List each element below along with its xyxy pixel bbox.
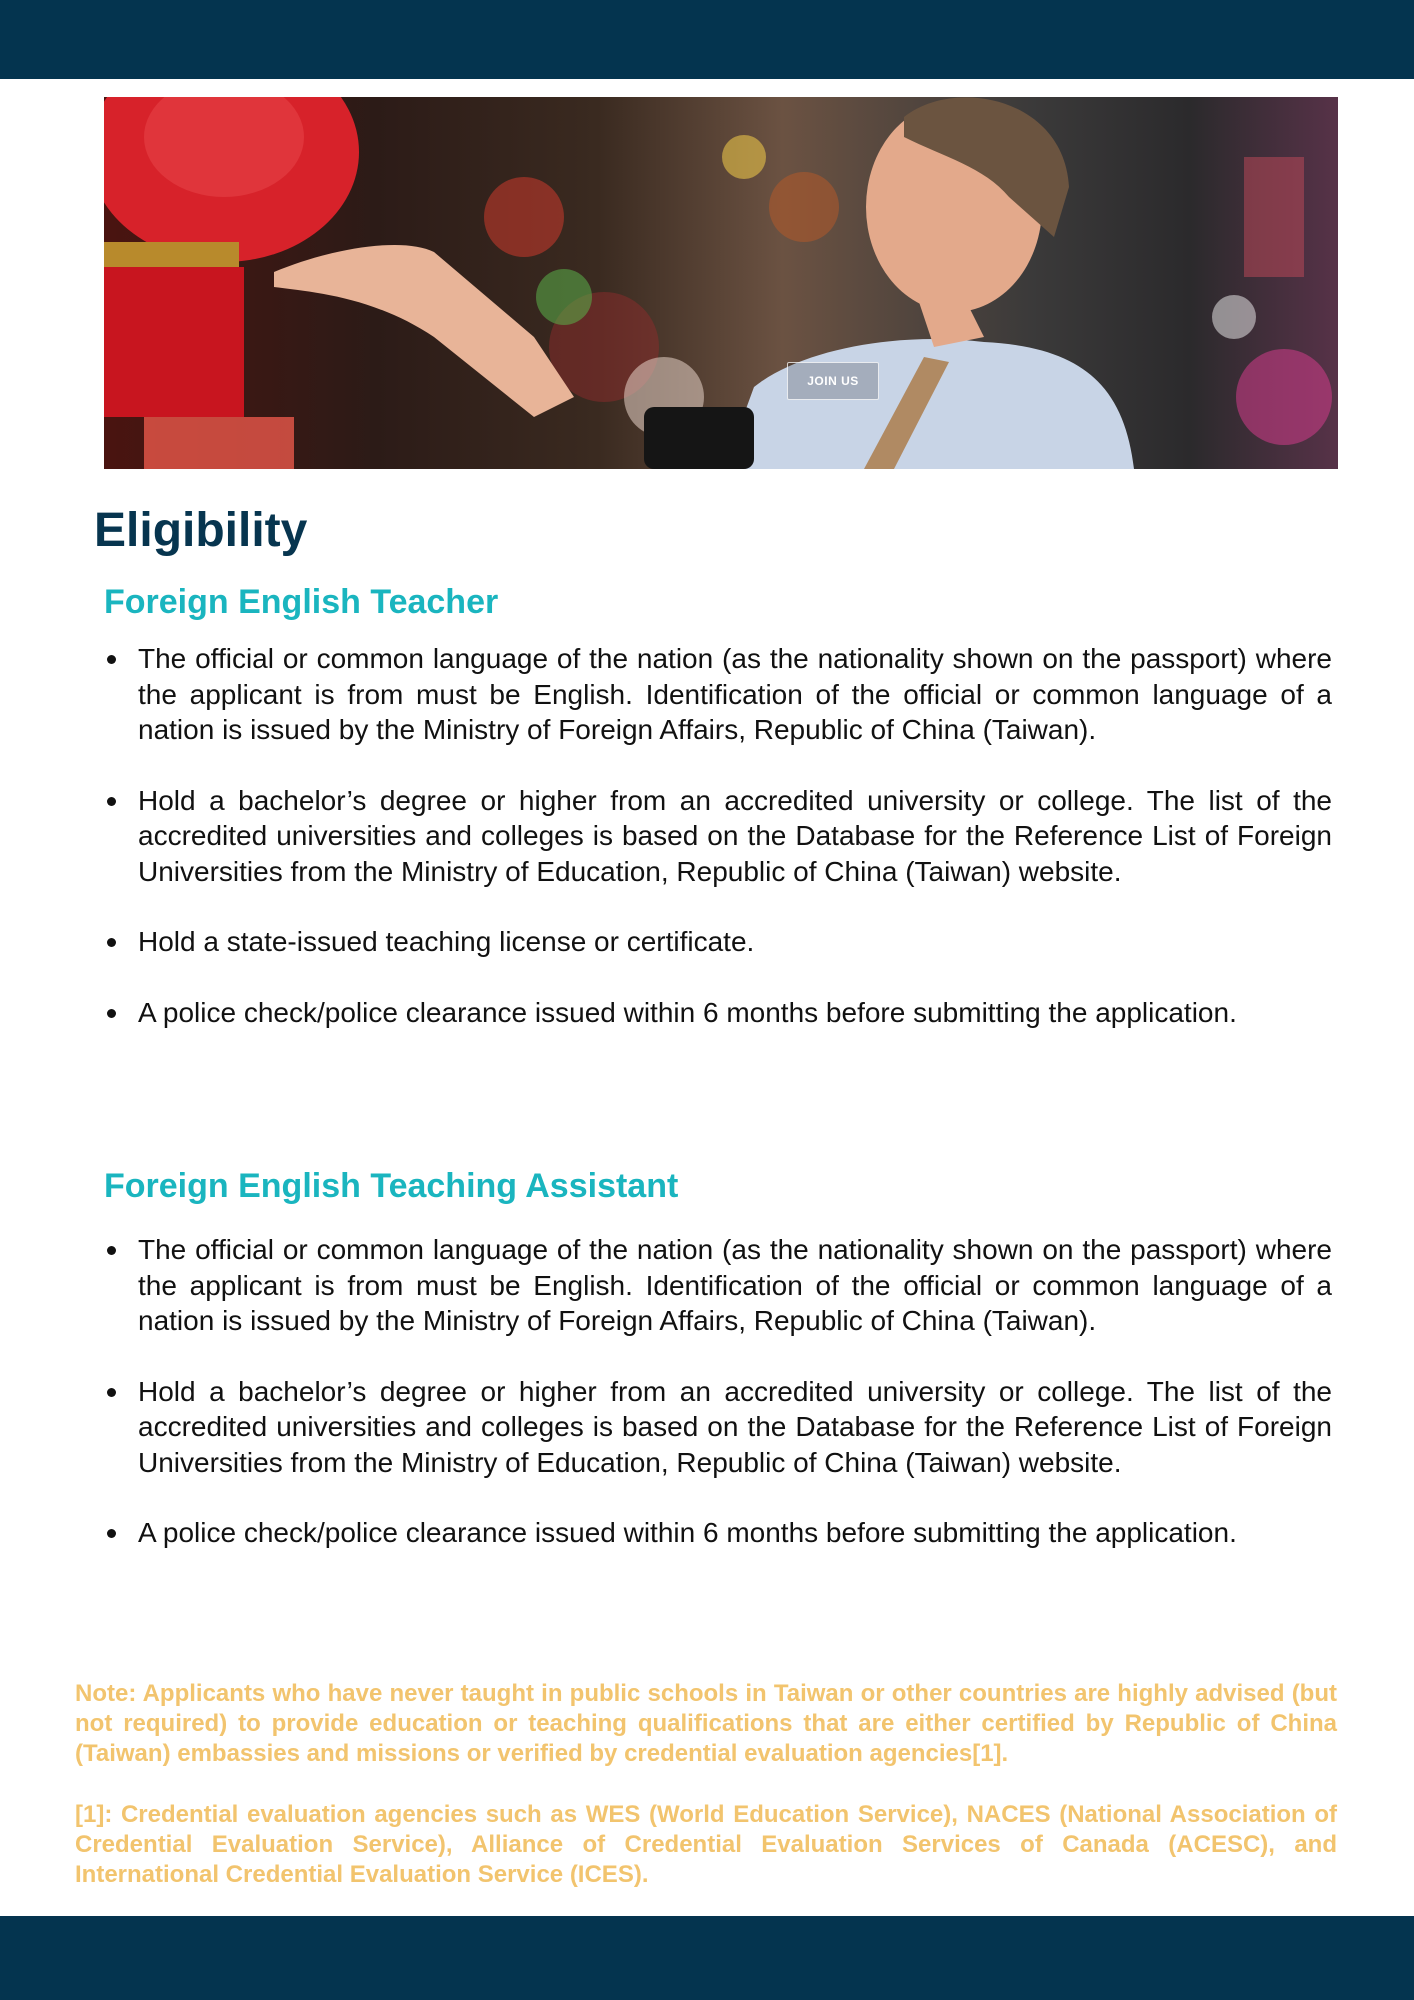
hero-photo bbox=[104, 97, 1338, 469]
header-bar bbox=[0, 0, 1414, 79]
list-item bbox=[104, 641, 1332, 748]
bullet-icon bbox=[107, 797, 116, 806]
list-item bbox=[104, 1232, 1332, 1339]
footer-bar bbox=[0, 1916, 1414, 2000]
list-item-text: The official or common language of the nation (as the nationality shown on the passport) where the applicant is from must be English. Identification of the official or common language of a nation is issued by the Ministry of Foreign Affairs, Republic of China (Taiwan). bbox=[138, 643, 1332, 745]
qualification-note: Note: Applicants who have never taught in public schools in Taiwan or other countries are highly advised (but not required) to provide education or teaching qualifications that are either certified by Republic of China (Taiwan) embassies and missions or verified by credential evaluation agencies[1]. bbox=[75, 1680, 1337, 1767]
assistant-requirements-list bbox=[104, 1232, 1332, 1551]
list-item-text: A police check/police clearance issued within 6 months before submitting the application. bbox=[138, 1517, 1237, 1548]
list-item bbox=[104, 924, 1332, 960]
bullet-icon bbox=[107, 1388, 116, 1397]
footnote: [1]: Credential evaluation agencies such as WES (World Education Service), NACES (National Association of Credential Evaluation Service), Alliance of Credential Evaluation Services of Canada (ACESC), and International Credential Evaluation Service (ICES). bbox=[75, 1801, 1337, 1888]
teacher-heading: Foreign English Teacher bbox=[104, 583, 499, 621]
bullet-icon bbox=[107, 655, 116, 664]
list-item-text: Hold a bachelor’s degree or higher from an accredited university or college. The list of the accredited universities and colleges is based on the Database for the Reference List of Foreign Universities from the Ministry of Education, Republic of China (Taiwan) website. bbox=[138, 784, 1332, 887]
join-us-button[interactable]: JOIN US bbox=[787, 362, 879, 400]
list-item bbox=[104, 783, 1332, 890]
hero-banner bbox=[104, 97, 1338, 469]
teacher-requirements-list bbox=[104, 641, 1332, 1030]
list-item bbox=[104, 1374, 1332, 1481]
list-item-text: The official or common language of the nation (as the nationality shown on the passport) where the applicant is from must be English. Identification of the official or common language of a nation is issued by the Ministry of Foreign Affairs, Republic of China (Taiwan). bbox=[138, 1234, 1332, 1336]
bullet-icon bbox=[107, 938, 116, 947]
list-item bbox=[104, 995, 1332, 1031]
bullet-icon bbox=[107, 1009, 116, 1018]
assistant-heading: Foreign English Teaching Assistant bbox=[104, 1167, 679, 1205]
list-item-text: Hold a bachelor’s degree or higher from an accredited university or college. The list of the accredited universities and colleges is based on the Database for the Reference List of Foreign Universities from the Ministry of Education, Republic of China (Taiwan) website. bbox=[138, 1375, 1332, 1478]
bullet-icon bbox=[107, 1246, 116, 1255]
list-item-text: Hold a state-issued teaching license or certificate. bbox=[138, 926, 755, 957]
list-item-text: A police check/police clearance issued within 6 months before submitting the application. bbox=[138, 996, 1237, 1028]
bullet-icon bbox=[107, 1529, 116, 1538]
list-item bbox=[104, 1515, 1332, 1551]
page-title: Eligibility bbox=[94, 504, 308, 557]
